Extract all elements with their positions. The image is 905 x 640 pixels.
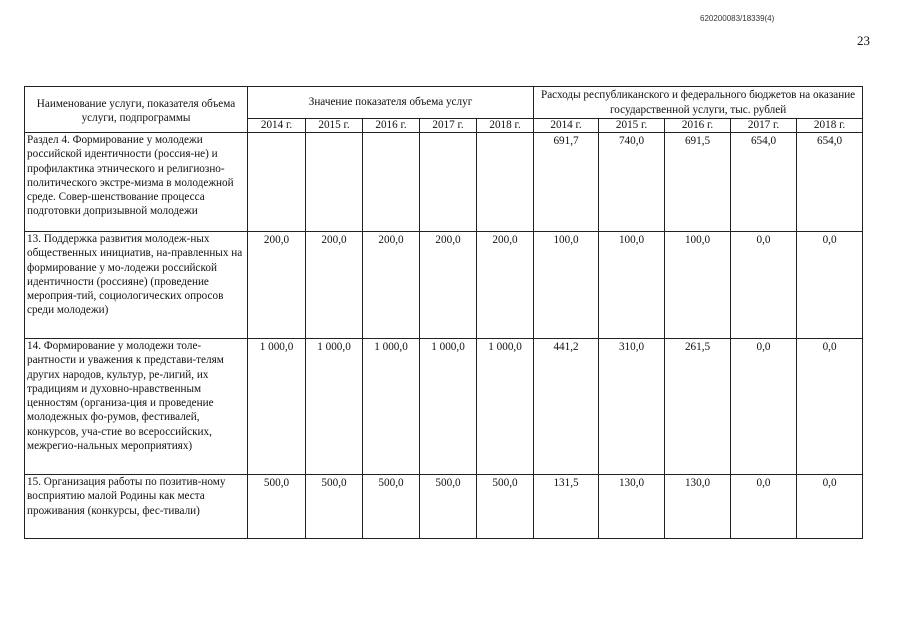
row-name: 15. Организация работы по позитив-ному восприятию малой Родины как места проживания (конкурсы, фес-тивали) — [25, 475, 248, 539]
expense-cell: 0,0 — [797, 339, 863, 475]
table-row — [25, 232, 863, 339]
expense-cell: 654,0 — [797, 133, 863, 232]
volume-cell: 200,0 — [248, 232, 306, 339]
volume-cell: 1 000,0 — [306, 339, 363, 475]
expense-cell: 0,0 — [731, 339, 797, 475]
expense-cell: 691,5 — [665, 133, 731, 232]
expense-cell: 100,0 — [599, 232, 665, 339]
header-expense-group: Расходы республиканского и федерального бюджетов на оказание государственной услуги, тыс. рублей — [534, 87, 863, 119]
volume-cell: 1 000,0 — [363, 339, 420, 475]
expense-cell: 100,0 — [665, 232, 731, 339]
volume-cell: 200,0 — [363, 232, 420, 339]
budget-table — [24, 86, 863, 539]
header-expense-year: 2015 г. — [599, 119, 665, 133]
table-row — [25, 133, 863, 232]
expense-cell: 0,0 — [797, 475, 863, 539]
expense-cell: 0,0 — [731, 232, 797, 339]
volume-cell: 200,0 — [477, 232, 534, 339]
expense-cell: 691,7 — [534, 133, 599, 232]
header-name-column: Наименование услуги, показателя объема услуги, подпрограммы — [25, 87, 248, 133]
volume-cell: 500,0 — [420, 475, 477, 539]
volume-cell — [248, 133, 306, 232]
expense-cell: 130,0 — [665, 475, 731, 539]
header-volume-group: Значение показателя объема услуг — [248, 87, 534, 119]
expense-cell: 0,0 — [731, 475, 797, 539]
expense-cell: 654,0 — [731, 133, 797, 232]
header-volume-year: 2016 г. — [363, 119, 420, 133]
row-name: 13. Поддержка развития молодеж-ных общественных инициатив, на-правленных на формирование у мо-лодежи российской идентичности (россияне) (проведение мероприя-тий, социологических опросов среди молодежи) — [25, 232, 248, 339]
row-name: 14. Формирование у молодежи толе-рантности и уважения к представи-телям других народов, культур, ре-лигий, их традициям и духовно-нравственным ценностям (организа-ция и проведение молодежных фо-румов, фестивалей, конкурсов, уча-стие во всероссийских, межрегио-нальных мероприятиях) — [25, 339, 248, 475]
table-row — [25, 339, 863, 475]
header-volume-year: 2014 г. — [248, 119, 306, 133]
document-id: 620200083/18339(4) — [700, 14, 775, 23]
expense-cell: 310,0 — [599, 339, 665, 475]
header-expense-year: 2018 г. — [797, 119, 863, 133]
expense-cell: 441,2 — [534, 339, 599, 475]
header-volume-year: 2015 г. — [306, 119, 363, 133]
volume-cell — [363, 133, 420, 232]
table-row — [25, 475, 863, 539]
volume-cell: 200,0 — [420, 232, 477, 339]
page-number: 23 — [857, 33, 870, 48]
volume-cell — [477, 133, 534, 232]
expense-cell: 130,0 — [599, 475, 665, 539]
expense-cell: 261,5 — [665, 339, 731, 475]
volume-cell: 1 000,0 — [477, 339, 534, 475]
volume-cell: 500,0 — [248, 475, 306, 539]
expense-cell: 740,0 — [599, 133, 665, 232]
header-expense-year: 2017 г. — [731, 119, 797, 133]
header-row-groups — [25, 87, 863, 119]
expense-cell: 0,0 — [797, 232, 863, 339]
volume-cell: 1 000,0 — [420, 339, 477, 475]
volume-cell: 500,0 — [306, 475, 363, 539]
header-expense-year: 2014 г. — [534, 119, 599, 133]
header-volume-year: 2017 г. — [420, 119, 477, 133]
volume-cell: 1 000,0 — [248, 339, 306, 475]
header-expense-year: 2016 г. — [665, 119, 731, 133]
volume-cell: 500,0 — [477, 475, 534, 539]
volume-cell — [306, 133, 363, 232]
row-name: Раздел 4. Формирование у молодежи российской идентичности (россия-не) и профилактика этнического и религиозно-политического экстре-мизма в молодежной среде. Совер-шенствование процесса подготовки допризывной молодежи — [25, 133, 248, 232]
expense-cell: 131,5 — [534, 475, 599, 539]
volume-cell: 200,0 — [306, 232, 363, 339]
expense-cell: 100,0 — [534, 232, 599, 339]
volume-cell — [420, 133, 477, 232]
volume-cell: 500,0 — [363, 475, 420, 539]
header-volume-year: 2018 г. — [477, 119, 534, 133]
